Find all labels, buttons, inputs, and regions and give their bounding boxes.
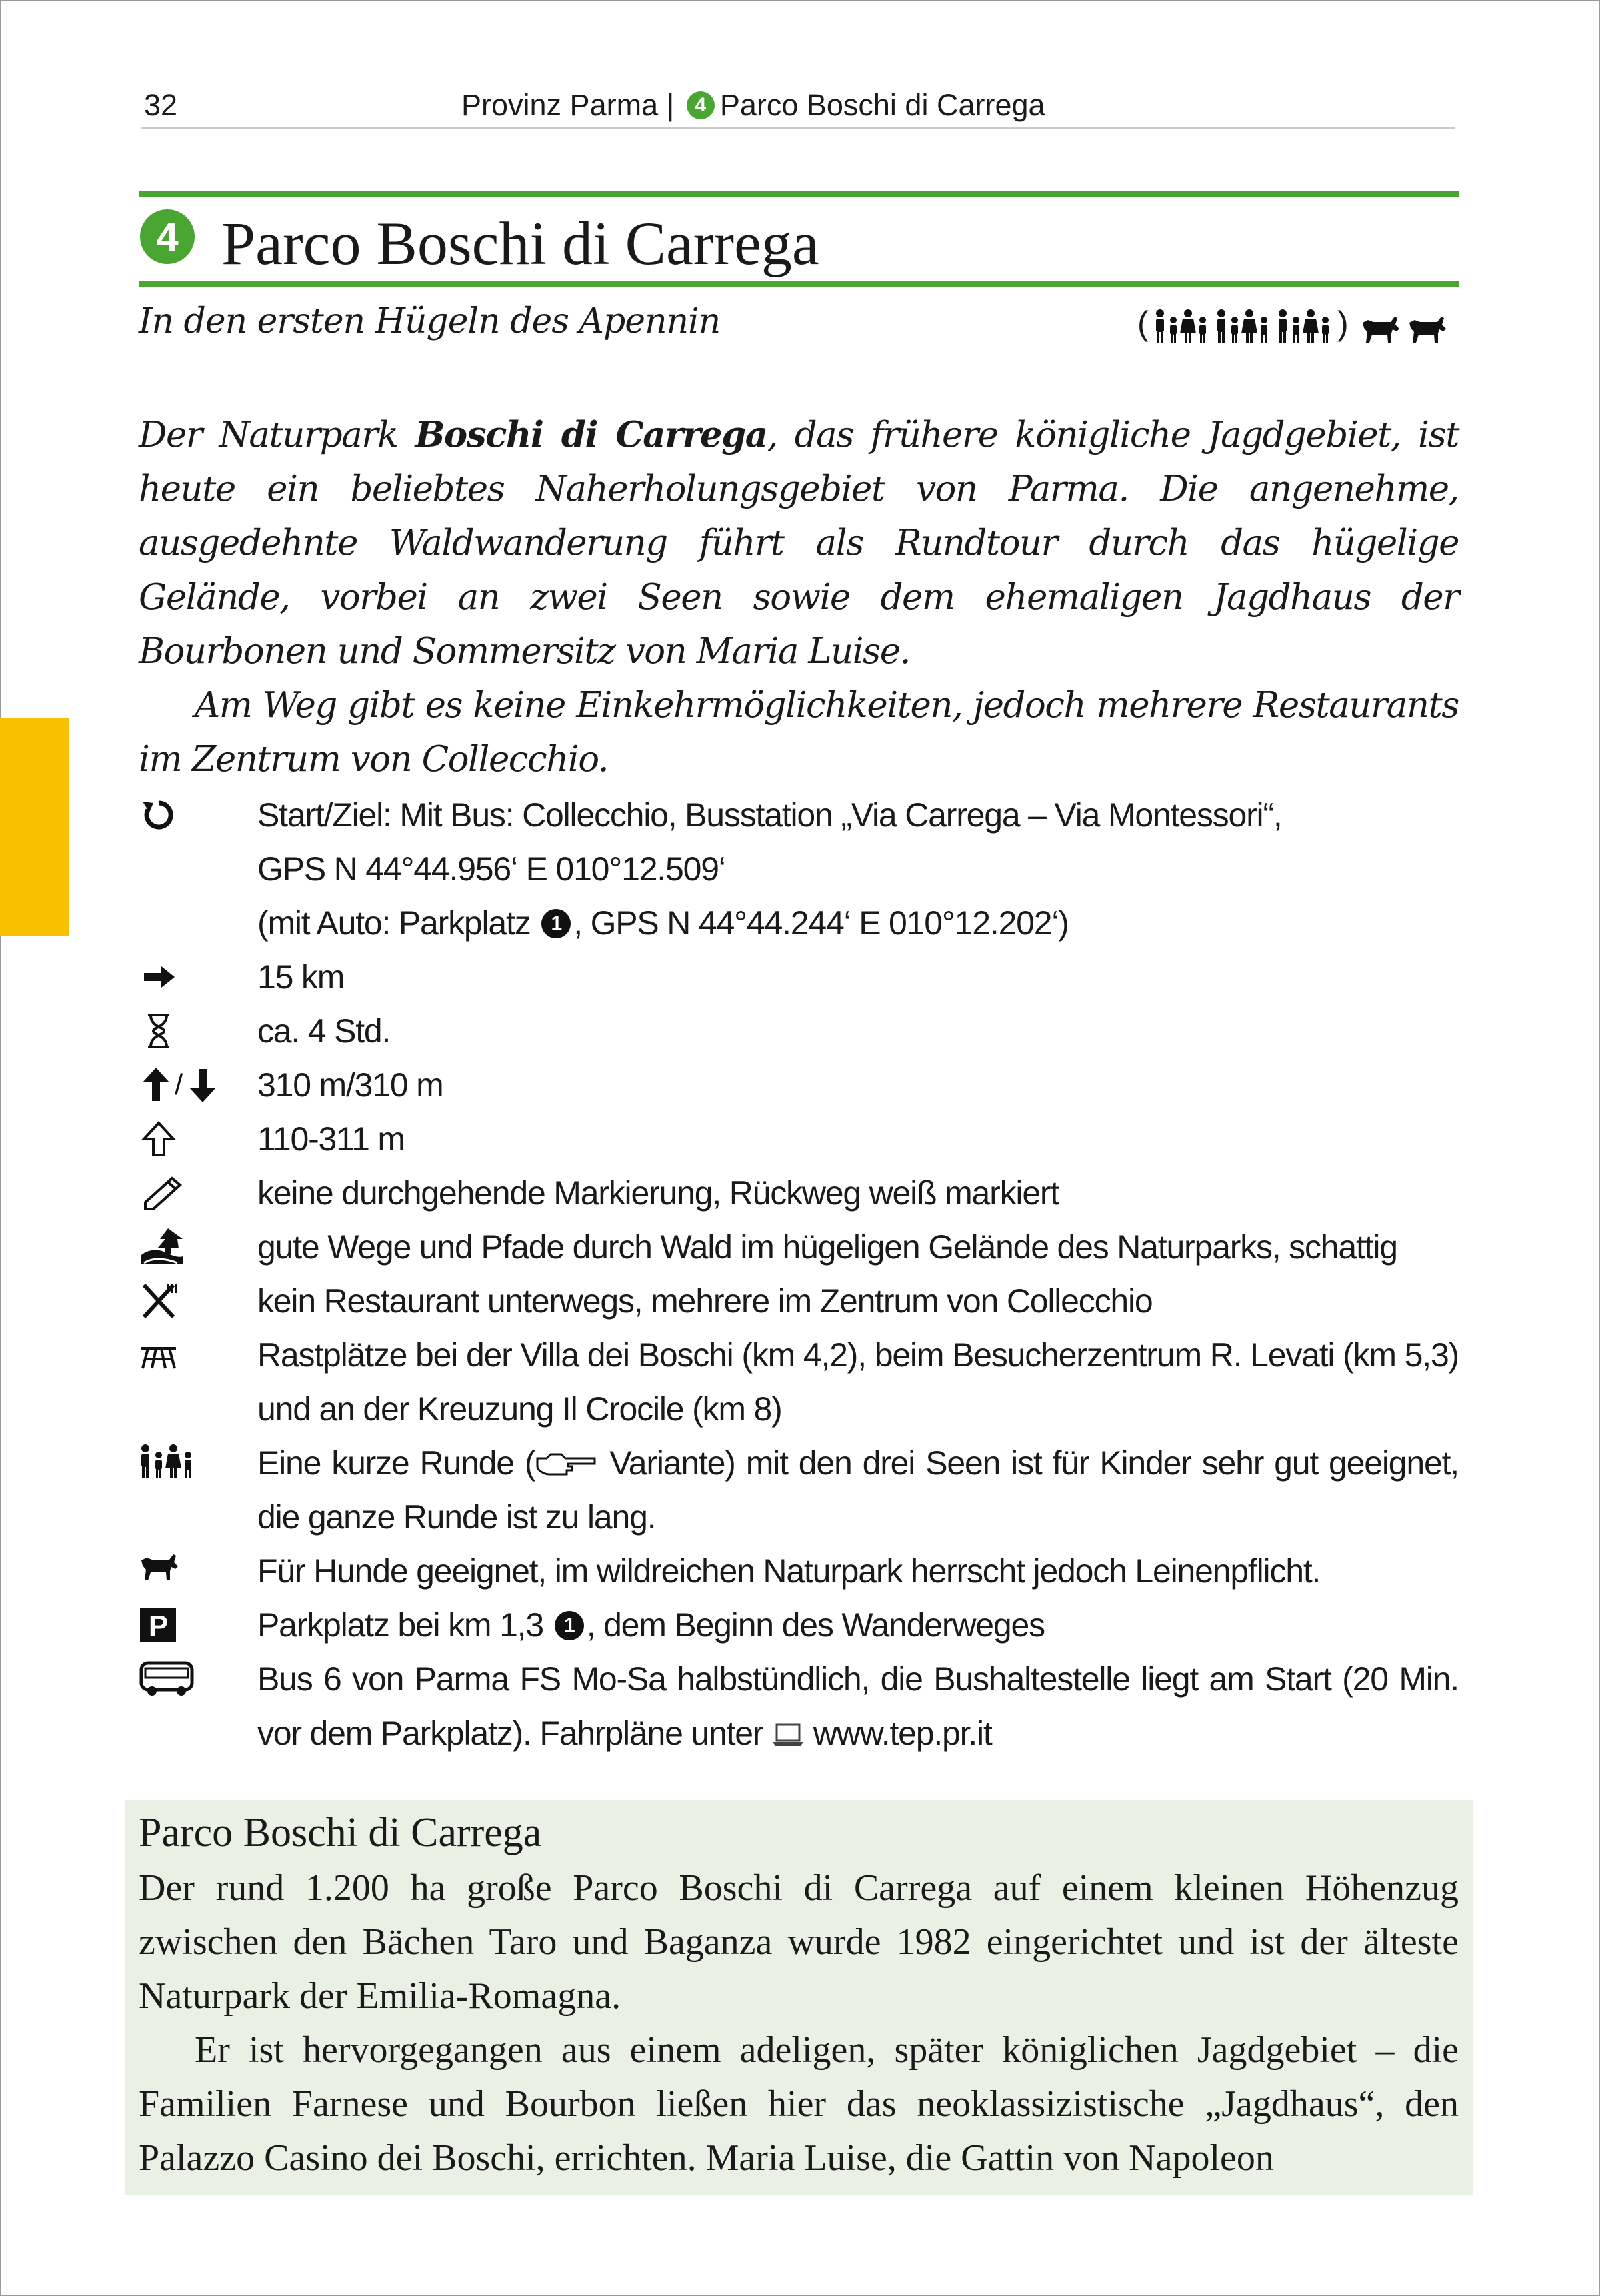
altitude-value: 110-311 m bbox=[257, 1120, 405, 1158]
family-icon bbox=[1276, 308, 1333, 344]
fact-parking bbox=[139, 1598, 1459, 1652]
fact-distance bbox=[139, 950, 1459, 1004]
running-head bbox=[141, 83, 1455, 125]
marker-pencil-icon bbox=[139, 1173, 219, 1213]
intro-text-run: , das frühere königliche Jagdgebiet, ist heute ein beliebtes Naherholungsgebiet von Parma. Die angenehme, ausgedehnte Waldwanderung führt als Rundtour durch das hügelige Gelände, vorbei an zwei Seen sowie dem ehemaligen Jagdhaus der Bourbonen und Sommersitz von Maria Luise. bbox=[139, 415, 1459, 672]
tour-facts bbox=[139, 788, 1459, 1761]
running-head-rule bbox=[141, 127, 1455, 129]
distance-icon bbox=[139, 957, 219, 997]
intro-text bbox=[139, 408, 1459, 786]
tour-title-block bbox=[139, 191, 1459, 287]
intro-text-run: Der Naturpark bbox=[139, 415, 415, 455]
parking-icon bbox=[139, 1605, 219, 1645]
fact-duration bbox=[139, 1004, 1459, 1058]
ratings-open-paren: ( bbox=[1137, 305, 1149, 342]
trail-forest-icon bbox=[139, 1227, 219, 1267]
waypoint-badge: 1 bbox=[541, 909, 571, 938]
info-box-heading: Parco Boschi di Carrega bbox=[139, 1810, 542, 1855]
info-box bbox=[125, 1800, 1473, 2195]
family-icon bbox=[1215, 308, 1272, 344]
dog-icon bbox=[1407, 313, 1448, 343]
dog-icon bbox=[1360, 313, 1401, 343]
tour-number-badge: 4 bbox=[140, 209, 195, 264]
running-head-title bbox=[461, 88, 1045, 123]
food-text: kein Restaurant unterwegs, mehrere im Zentrum von Collecchio bbox=[257, 1282, 1153, 1320]
fact-kids bbox=[139, 1436, 1459, 1544]
ascent-slash: / bbox=[175, 1068, 183, 1101]
round-trip-icon bbox=[139, 795, 219, 835]
suitability-ratings bbox=[1137, 300, 1451, 353]
picnic-table-icon bbox=[139, 1335, 219, 1375]
pointing-hand-icon bbox=[535, 1450, 599, 1477]
hourglass-icon bbox=[139, 1011, 219, 1051]
ascent-value: 310 m/310 m bbox=[257, 1066, 443, 1104]
park-name-bold: Boschi di Carrega bbox=[415, 414, 767, 455]
chapter-tab bbox=[0, 718, 69, 936]
fact-altitude bbox=[139, 1112, 1459, 1166]
fact-food bbox=[139, 1274, 1459, 1328]
fact-dogs bbox=[139, 1544, 1459, 1598]
fact-bus bbox=[139, 1652, 1459, 1761]
intro-paragraph bbox=[139, 408, 1459, 678]
bus-text: Bus 6 von Parma FS Mo-Sa halbstündlich, die Bushaltestelle liegt am Start (20 Min. vor dem Parkplatz). Fahrpläne unter bbox=[257, 1660, 1459, 1752]
info-box-body bbox=[139, 1861, 1459, 2185]
info-box-paragraph: Er ist hervorgegangen aus einem adeligen, später königlichen Jagdgebiet – die Familien Farnese und Bourbon ließen hier das neoklassizistische „Jagdhaus“, den Palazzo Casino dei Boschi, errichten. Maria Luise, die Gattin von Napoleon bbox=[139, 2029, 1459, 2179]
fact-marking bbox=[139, 1166, 1459, 1220]
terrain-text: gute Wege und Pfade durch Wald im hügeligen Gelände des Naturparks, schattig bbox=[257, 1228, 1397, 1266]
tour-title: Parco Boschi di Carrega bbox=[221, 209, 819, 277]
marking-text: keine durchgehende Markierung, Rückweg weiß markiert bbox=[257, 1174, 1059, 1212]
computer-icon bbox=[771, 1722, 805, 1749]
fact-rest bbox=[139, 1328, 1459, 1436]
bus-timetable-link[interactable]: www.tep.pr.it bbox=[813, 1714, 992, 1752]
info-box-paragraph: Der rund 1.200 ha große Parco Boschi di Carrega auf einem kleinen Höhenzug zwischen den Bächen Taro und Baganza wurde 1982 eingerichtet und ist der älteste Naturpark der Emilia-Romagna. bbox=[139, 1867, 1459, 2017]
family-icon bbox=[139, 1443, 219, 1483]
parking-text: Parkplatz bei km 1,3 bbox=[257, 1606, 543, 1644]
family-icon bbox=[1153, 308, 1211, 344]
ascent-descent-icon bbox=[139, 1065, 219, 1105]
parking-letter: P bbox=[148, 1610, 168, 1642]
fact-start-line: Start/Ziel: Mit Bus: Collecchio, Busstation „Via Carrega – Via Montessori“, bbox=[257, 796, 1282, 834]
tour-subtitle: In den ersten Hügeln des Apennin bbox=[139, 301, 721, 341]
intro-paragraph: Am Weg gibt es keine Einkehrmöglichkeiten, jedoch mehrere Restaurants im Zentrum von Collecchio. bbox=[139, 685, 1459, 780]
fact-text-run: , GPS N 44°44.244‘ E 010°12.202‘) bbox=[573, 904, 1069, 942]
running-head-region: Provinz Parma | bbox=[461, 88, 675, 122]
parking-text: , dem Beginn des Wanderweges bbox=[586, 1606, 1045, 1644]
rest-text: Rastplätze bei der Villa dei Boschi (km 4,2), beim Besucherzentrum R. Levati (km 5,3) und an der Kreuzung Il Crocile (km 8) bbox=[257, 1336, 1459, 1428]
kids-text: Eine kurze Runde ( bbox=[257, 1444, 535, 1482]
tour-number-badge-small: 4 bbox=[687, 91, 715, 119]
distance-value: 15 km bbox=[257, 958, 345, 996]
cutlery-icon bbox=[139, 1281, 219, 1321]
dog-icon bbox=[139, 1551, 219, 1591]
fact-start-line: GPS N 44°44.956‘ E 010°12.509‘ bbox=[257, 850, 725, 888]
page-number: 32 bbox=[144, 88, 178, 122]
running-head-tour: Parco Boschi di Carrega bbox=[719, 88, 1045, 122]
bus-icon bbox=[139, 1659, 219, 1699]
fact-start-line bbox=[257, 896, 1459, 950]
duration-value: ca. 4 Std. bbox=[257, 1012, 391, 1050]
fact-start bbox=[139, 788, 1459, 950]
kids-text: Variante) mit den drei Seen ist für Kinder sehr gut geeignet, die ganze Runde ist zu lang. bbox=[257, 1444, 1459, 1536]
ratings-close-paren: ) bbox=[1337, 305, 1349, 342]
fact-ascent bbox=[139, 1058, 1459, 1112]
dogs-text: Für Hunde geeignet, im wildreichen Naturpark herrscht jedoch Leinenpflicht. bbox=[257, 1552, 1321, 1590]
fact-text-run: (mit Auto: Parkplatz bbox=[257, 904, 531, 942]
fact-terrain bbox=[139, 1220, 1459, 1274]
altitude-icon bbox=[139, 1119, 219, 1159]
waypoint-badge: 1 bbox=[555, 1611, 584, 1640]
